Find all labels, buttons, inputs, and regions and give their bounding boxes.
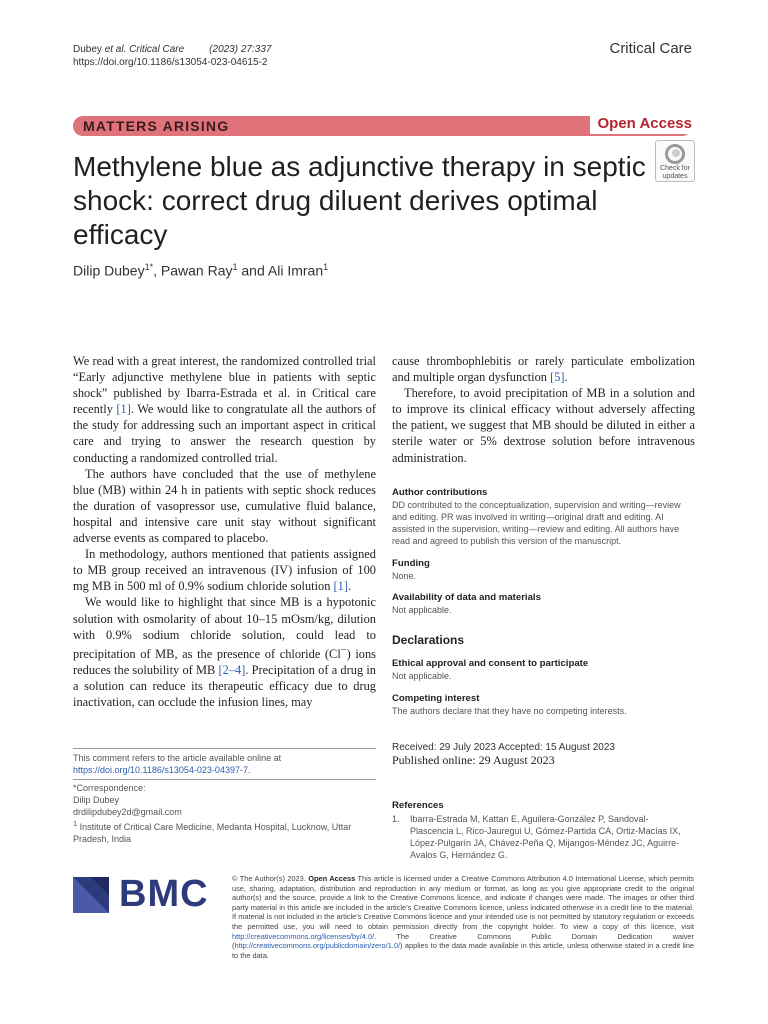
text-run: We read with a great interest, the randomized controlled trial “Early adjunctive methylene blue in patients with septic shock” published by Ibarra-Estrada et al. in Critical care recently xyxy=(73,354,376,417)
section-band xyxy=(73,116,692,136)
correspondence-name: Dilip Dubey xyxy=(73,795,120,805)
published-date: Published online: 29 August 2023 xyxy=(392,753,555,767)
text-run: . xyxy=(247,765,251,775)
check-updates-icon xyxy=(665,144,685,164)
section-heading: Author contributions xyxy=(392,487,488,498)
bmc-logo-text: BMC xyxy=(119,873,209,915)
citation-link[interactable]: [5] xyxy=(550,370,565,385)
body-paragraph xyxy=(392,353,695,385)
citation-year: (2023) 27:337 xyxy=(209,44,272,55)
citation-link[interactable]: [1] xyxy=(116,402,131,417)
cc-license-link[interactable]: http://creativecommons.org/licenses/by/4.0/ xyxy=(232,931,375,941)
text-run: This comment refers to the article available online at xyxy=(73,753,282,763)
footnote-divider xyxy=(73,748,376,749)
citation-link[interactable]: [1] xyxy=(333,579,348,594)
text-run: . xyxy=(348,579,352,594)
article-title: Methylene blue as adjunctive therapy in septic shock: correct drug diluent derives optimal efficacy xyxy=(73,151,646,250)
open-access-label: Open Access xyxy=(590,114,693,134)
journal-name: Critical Care xyxy=(609,40,692,57)
citation-journal: et al. Critical Care xyxy=(104,44,185,55)
citation-authors: Dubey xyxy=(73,44,102,55)
body-right-column xyxy=(392,353,695,466)
body-paragraph xyxy=(73,546,376,594)
author-affil-sup: 1 xyxy=(232,262,238,272)
related-article-link[interactable]: https://doi.org/10.1186/s13054-023-04397-7 xyxy=(73,765,248,775)
affiliation-text: Institute of Critical Care Medicine, Medanta Hospital, Lucknow, Uttar Pradesh, India xyxy=(73,822,352,844)
reference-text: Ibarra-Estrada M, Kattan E, Aguilera-González P, Sandoval-Plascencia L, Rico-Jauregui U, Gómez-Partida CA, Ortiz-Macías IX, López-Pulgarín JA, Chávez-Peña Q, Mijangos-Méndez JC, Aguirre-Avalos G, Hernández G. xyxy=(410,814,681,860)
body-paragraph xyxy=(73,594,376,710)
correspondence-label: *Correspondence: xyxy=(73,783,146,793)
section-heading: Ethical approval and consent to participate xyxy=(392,658,589,669)
citation-header xyxy=(73,43,271,69)
received-accepted-dates: Received: 29 July 2023 Accepted: 15 August 2023 xyxy=(392,742,615,753)
text-run: . We would like to congratulate all the authors of the study for addressing such an important aspect in critical care and trying to answer the research question by conducting a randomized controlled trial. xyxy=(73,402,377,465)
section-heading: Availability of data and materials xyxy=(392,592,541,603)
section-text: DD contributed to the conceptualization, supervision and writing—review and editing. PR was involved in writing—original draft and editing. AI assisted in the supervision, writing—review and editing. All authors have read and agreed to publish this version of the manuscript. xyxy=(392,500,681,546)
text-run: © The Author(s) 2023. xyxy=(232,874,309,883)
text-run: . Precipitation of a drug in a solution can reduce its therapeutic efficacy due to drug inactivation, can occlude the infusion lines, may xyxy=(73,662,376,710)
body-paragraph: The authors have concluded that the use of methylene blue (MB) within 24 h in patients with septic shock reduces the duration of vasopressor use, cumulative fluid balance, hospital and intensive care unit stay without significant adverse events as compared to placebo. xyxy=(73,466,376,546)
section-text: Not applicable. xyxy=(392,671,452,681)
availability-section xyxy=(392,592,695,616)
superscript: 1 xyxy=(73,819,78,828)
correspondence-block xyxy=(73,782,376,845)
author-contributions-section xyxy=(392,487,695,547)
author-name[interactable]: , Pawan Ray xyxy=(153,262,233,279)
reference-item xyxy=(392,813,692,861)
funding-section xyxy=(392,558,695,582)
footnote-divider xyxy=(73,779,376,780)
body-left-column xyxy=(73,353,376,710)
text-run: . The Creative Commons Public Domain Dedication waiver ( xyxy=(232,931,694,951)
text-run: In methodology, authors mentioned that patients assigned to MB group received an intravenous (IV) infusion of 100 mg MB in 500 ml of 0.9% sodium chloride solution xyxy=(73,547,376,594)
text-run: . xyxy=(564,370,568,385)
citation-link[interactable]: [2–4] xyxy=(218,662,246,677)
section-text: The authors declare that they have no competing interests. xyxy=(392,706,627,716)
competing-interest-section xyxy=(392,693,695,717)
bmc-logo xyxy=(73,875,213,915)
text-run: We would like to highlight that since MB is a hypotonic solution with osmolarity of about 10–15 mOsm/kg, dilution with 0.9% sodium chloride solution, could lead to precipitation of MB, as the presence of chloride (Cl xyxy=(73,595,376,661)
body-paragraph: Therefore, to avoid precipitation of MB in a solution and to improve its clinical efficacy without adversely affecting the patient, we suggest that MB should be diluted in either a sterile water or 5% dextrose solution before intravenous administration. xyxy=(392,386,695,465)
author-affil-sup: 1* xyxy=(144,262,154,272)
badge-line2: updates xyxy=(662,173,688,180)
superscript: − xyxy=(340,644,347,656)
author-name[interactable]: and Ali Imran xyxy=(237,262,324,279)
correspondence-email[interactable]: drdilipdubey2d@gmail.com xyxy=(73,807,182,817)
check-for-updates-badge[interactable] xyxy=(655,140,695,182)
author-list xyxy=(73,262,328,279)
section-heading: Competing interest xyxy=(392,693,480,704)
license-text xyxy=(232,874,694,960)
comment-note xyxy=(73,752,376,776)
text-run: cause thrombophlebitis or rarely particulate embolization and multiple organ dysfunction xyxy=(392,354,695,385)
doi-link[interactable]: https://doi.org/10.1186/s13054-023-04615-2 xyxy=(73,57,268,68)
body-paragraph xyxy=(73,353,376,466)
section-text: None. xyxy=(392,571,417,581)
text-run: ) ions reduces the solubility of MB xyxy=(73,646,376,677)
author-name[interactable]: Dilip Dubey xyxy=(73,262,145,279)
section-heading: Funding xyxy=(392,558,430,569)
affiliation xyxy=(73,818,376,845)
author-affil-sup: 1 xyxy=(323,262,329,272)
badge-line1: Check for xyxy=(660,165,690,172)
references-heading: References xyxy=(392,800,444,811)
section-text: Not applicable. xyxy=(392,605,452,615)
declarations-heading: Declarations xyxy=(392,633,465,647)
text-run: ) applies to the data made available in this article, unless otherwise stated in a credit line to the data. xyxy=(232,941,694,960)
reference-list xyxy=(392,813,692,861)
open-access-bold: Open Access xyxy=(308,874,356,883)
cc-zero-link[interactable]: http://creativecommons.org/publicdomain/zero/1.0/ xyxy=(234,941,401,951)
reference-number: 1. xyxy=(392,814,400,824)
section-tag: MATTERS ARISING xyxy=(83,118,230,134)
text-run: This article is licensed under a Creative Commons Attribution 4.0 International License, which permits use, sharing, adaptation, distribution and reproduction in any medium or format, as long as you give appropriate credit to the original author(s) and the source, provide a link to the Creative Commons licence, and indicate if changes were made. The images or other third party material in this article are included in the article’s Creative Commons licence, unless indicated otherwise in a credit line to the material. If material is not included in the article’s Creative Commons licence and your intended use is not permitted by statutory regulation or exceeds the permitted use, you will need to obtain permission directly from the copyright holder. To view a copy of this licence, visit xyxy=(232,874,694,931)
ethics-section xyxy=(392,658,695,682)
